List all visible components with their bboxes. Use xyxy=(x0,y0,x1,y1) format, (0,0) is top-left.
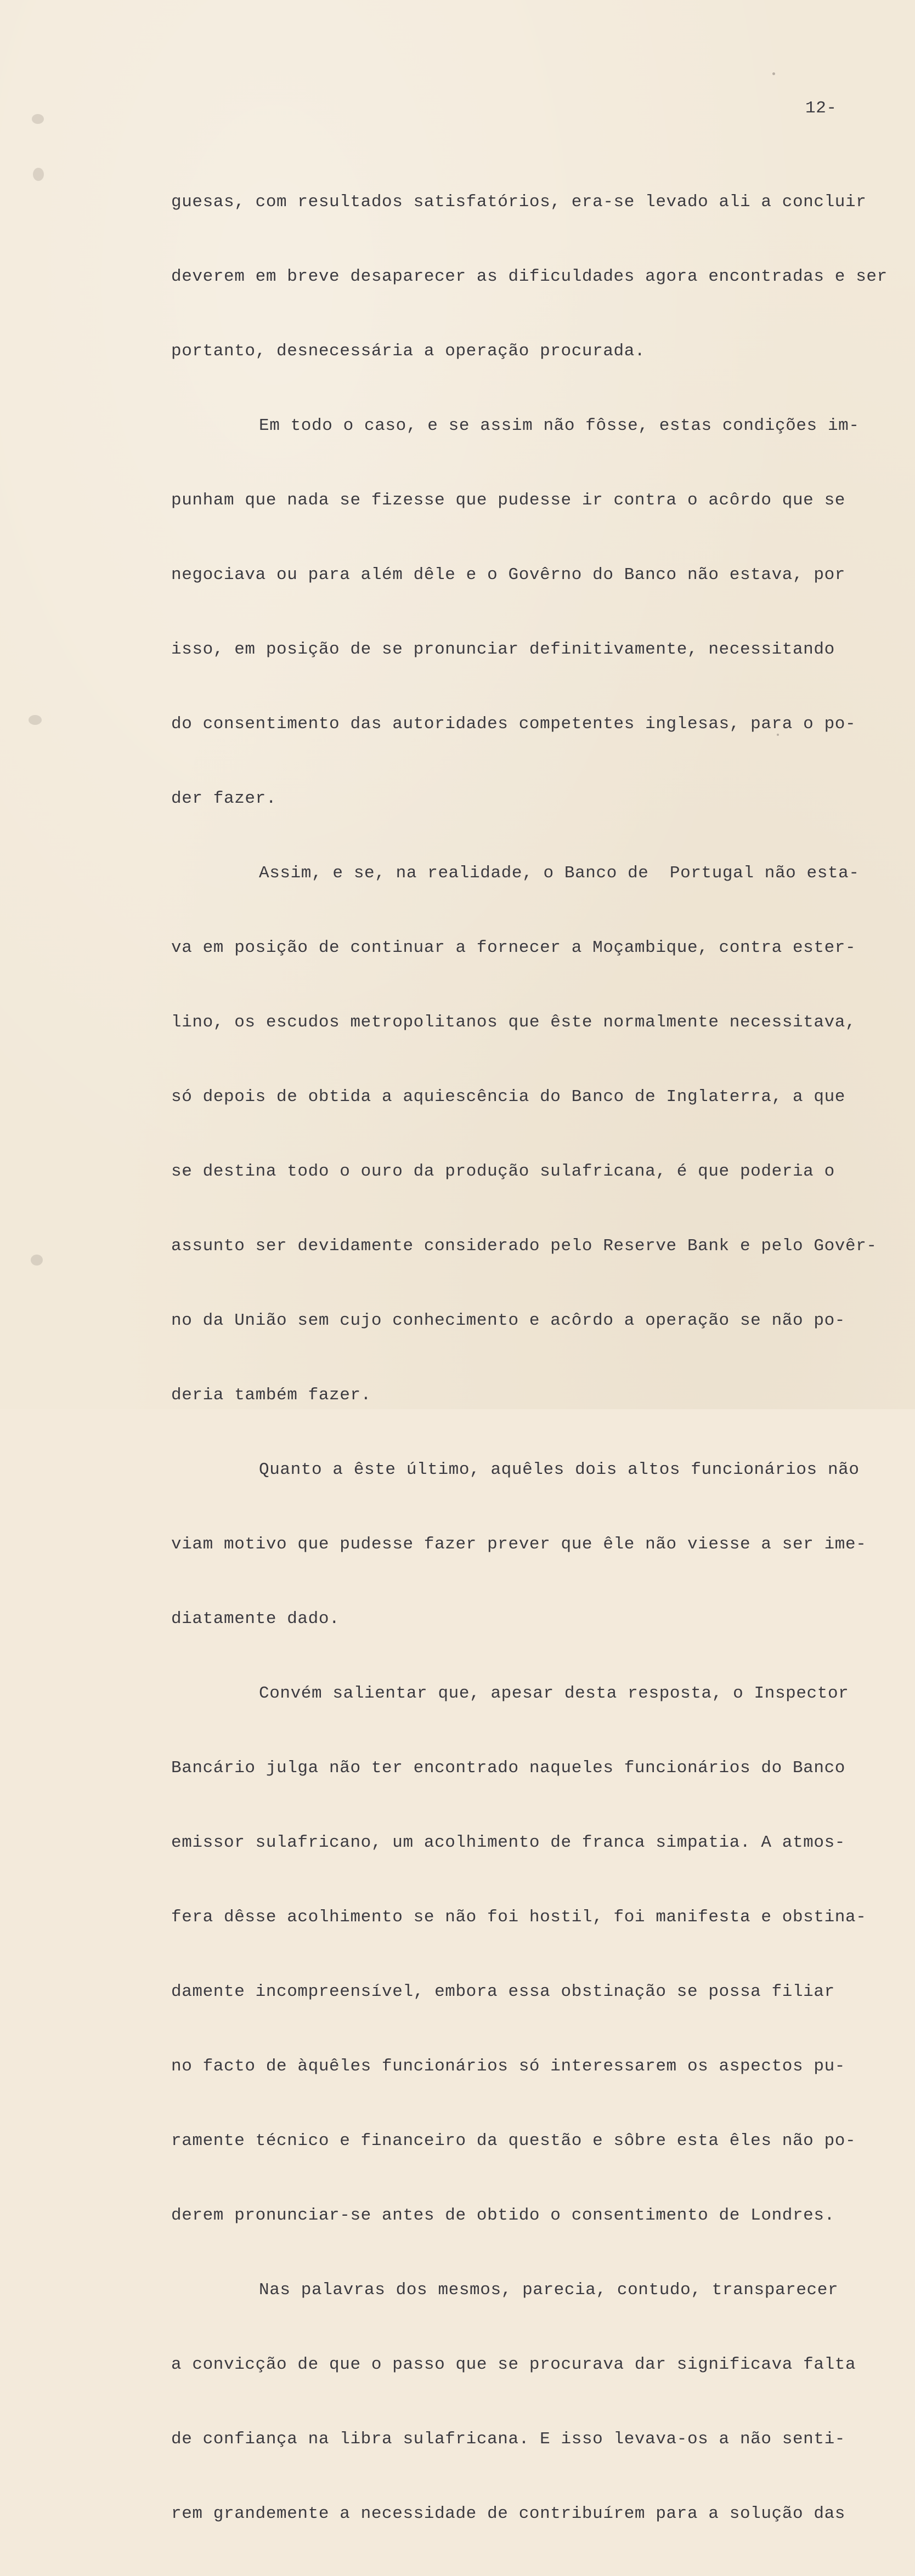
paragraph-first-line: Quanto a êste último, aquêles dois altos funcionários não xyxy=(259,1460,860,1479)
text-line: negociava ou para além dêle e o Govêrno do Banco não estava, por xyxy=(171,565,845,585)
text-line: emissor sulafricano, um acolhimento de franca simpatia. A atmos- xyxy=(171,1833,845,1852)
text-line: isso, em posição de se pronunciar definitivamente, necessitando xyxy=(171,640,835,659)
text-line: ramente técnico e financeiro da questão e sôbre esta êles não po- xyxy=(171,2131,856,2151)
paragraph-first-line: Convém salientar que, apesar desta resposta, o Inspector xyxy=(259,1684,849,1703)
text-line: deverem em breve desaparecer as dificuldades agora encontradas e ser xyxy=(171,267,888,286)
punch-hole-mark-4 xyxy=(31,1255,43,1266)
text-line: portanto, desnecessária a operação procurada. xyxy=(171,342,646,361)
page-number: 12- xyxy=(805,99,837,118)
text-line: deria também fazer. xyxy=(171,1386,371,1405)
text-line: do consentimento das autoridades competentes inglesas, para o po- xyxy=(171,714,856,734)
text-line: fera dêsse acolhimento se não foi hostil, foi manifesta e obstina- xyxy=(171,1908,867,1927)
punch-hole-mark-2 xyxy=(33,168,44,181)
paragraph-first-line: Em todo o caso, e se assim não fôsse, estas condições im- xyxy=(259,416,860,435)
text-line: a convicção de que o passo que se procurava dar significava falta xyxy=(171,2355,856,2374)
paper-speck-1 xyxy=(772,72,775,75)
text-line: viam motivo que pudesse fazer prever que êle não viesse a ser ime- xyxy=(171,1535,867,1554)
text-line: no da União sem cujo conhecimento e acôrdo a operação se não po- xyxy=(171,1311,845,1330)
text-line: punham que nada se fizesse que pudesse ir contra o acôrdo que se xyxy=(171,491,845,510)
text-line: Bancário julga não ter encontrado naqueles funcionários do Banco xyxy=(171,1758,845,1778)
paragraph-first-line: Assim, e se, na realidade, o Banco de Portugal não esta- xyxy=(259,864,860,883)
text-line: no facto de àquêles funcionários só interessarem os aspectos pu- xyxy=(171,2057,845,2076)
punch-hole-mark-3 xyxy=(29,715,42,725)
text-line: diatamente dado. xyxy=(171,1609,340,1629)
text-line: de confiança na libra sulafricana. E isso levava-os a não senti- xyxy=(171,2430,845,2449)
text-line: lino, os escudos metropolitanos que êste normalmente necessitava, xyxy=(171,1013,856,1032)
text-line: se destina todo o ouro da produção sulafricana, é que poderia o xyxy=(171,1162,835,1181)
text-line: va em posição de continuar a fornecer a Moçambique, contra ester- xyxy=(171,938,856,957)
text-line: assunto ser devidamente considerado pelo Reserve Bank e pelo Govêr- xyxy=(171,1236,877,1256)
text-line: derem pronunciar-se antes de obtido o consentimento de Londres. xyxy=(171,2206,835,2225)
text-line: só depois de obtida a aquiescência do Banco de Inglaterra, a que xyxy=(171,1087,845,1107)
text-line: der fazer. xyxy=(171,789,277,808)
body-text xyxy=(171,151,915,2576)
paragraph-first-line: Nas palavras dos mesmos, parecia, contudo, transparecer xyxy=(259,2280,839,2300)
text-line: damente incompreensível, embora essa obstinação se possa filiar xyxy=(171,1982,835,2001)
text-line: guesas, com resultados satisfatórios, era-se levado ali a concluir xyxy=(171,192,867,212)
punch-hole-mark-1 xyxy=(32,114,44,124)
text-line: rem grandemente a necessidade de contribuírem para a solução das xyxy=(171,2504,845,2523)
